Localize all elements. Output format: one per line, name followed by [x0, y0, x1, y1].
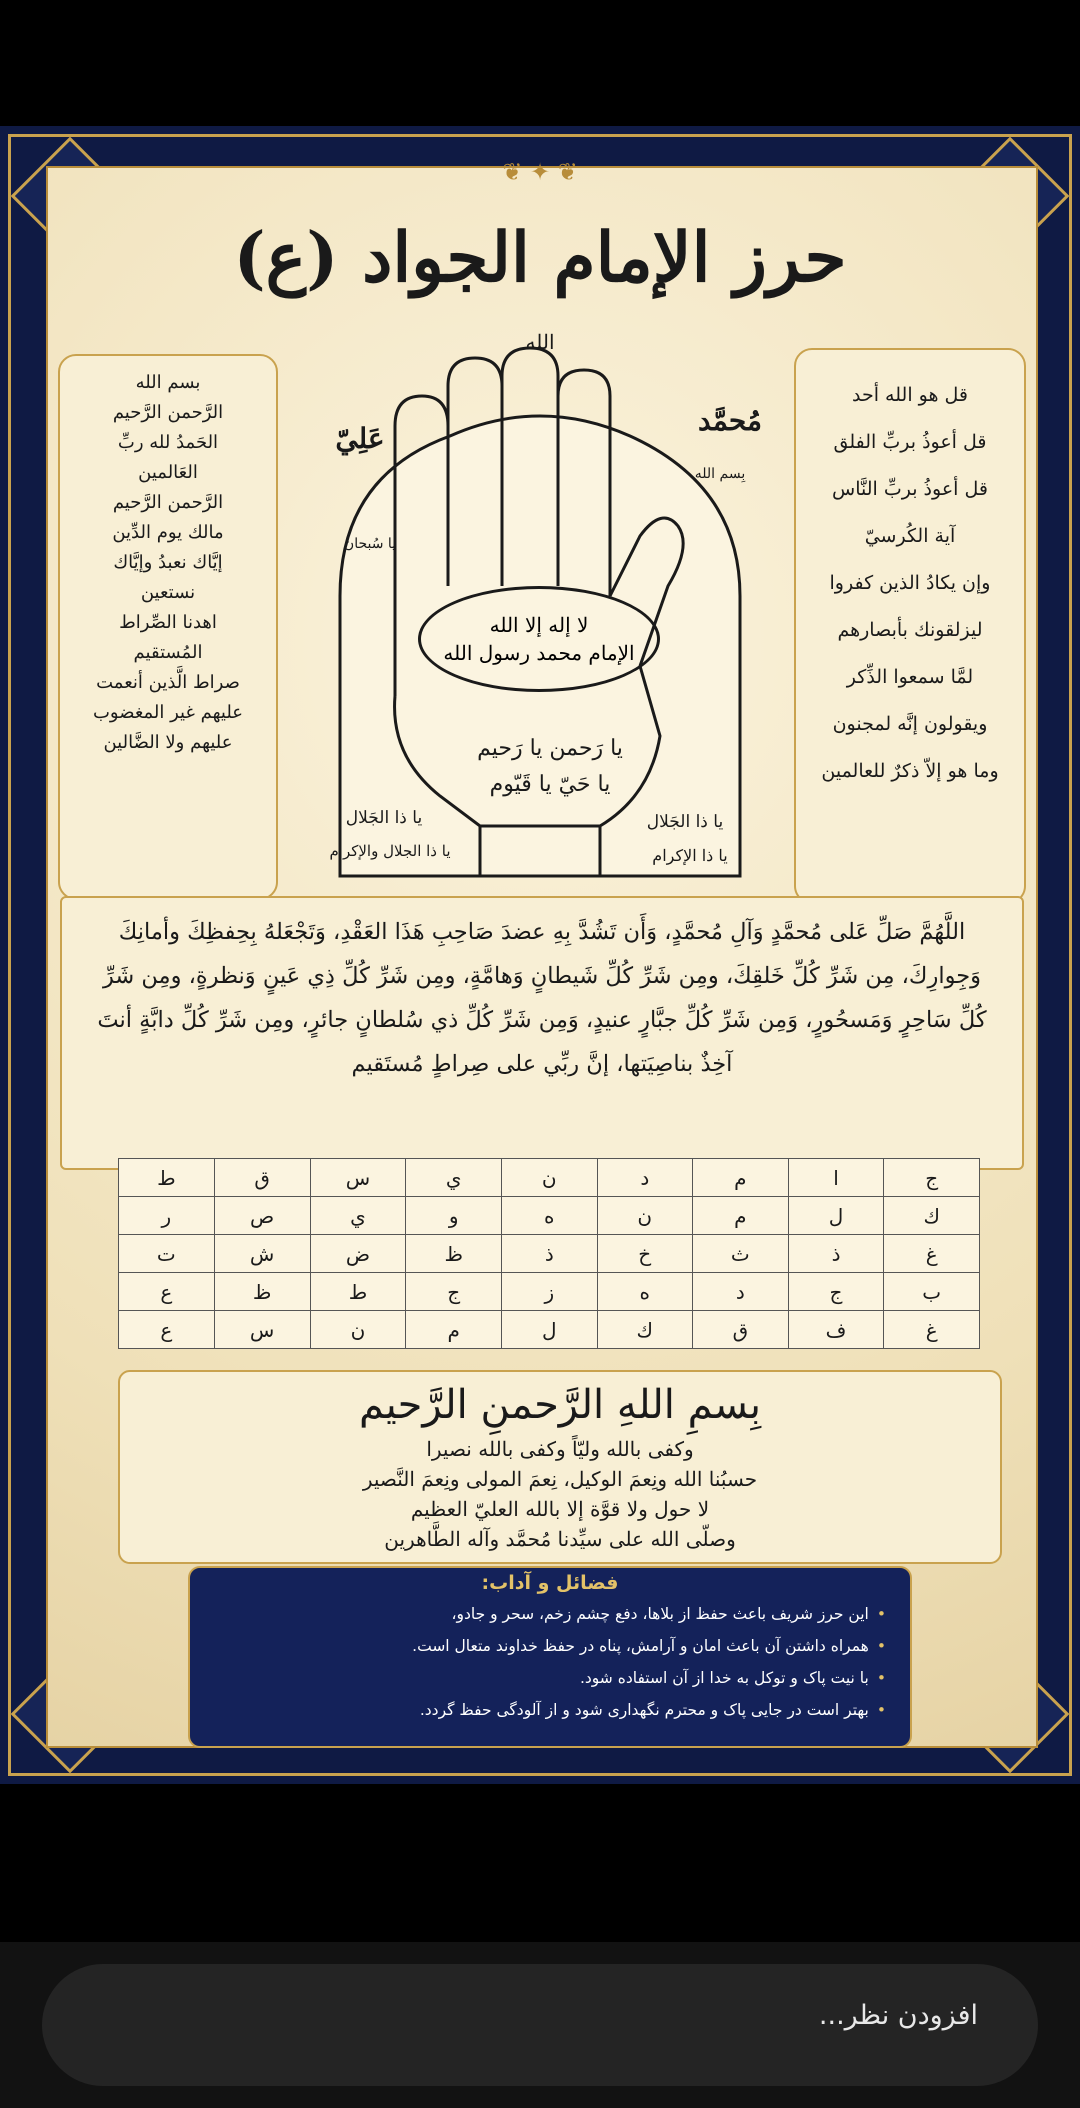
right-panel-line: قل هو الله أحد	[852, 384, 968, 406]
virtues-title: فضائل و آداب:	[481, 1572, 619, 1594]
grid-cell: ط	[119, 1159, 215, 1197]
bottom-line: وكفى بالله وليّاً وكفى بالله نصيرا	[426, 1437, 694, 1461]
grid-cell: ص	[214, 1197, 310, 1235]
grid-cell: ه	[502, 1197, 597, 1235]
right-panel-line: ويقولون إنَّه لمجنون	[832, 713, 988, 735]
right-panel-line: قل أعوذُ بربِّ النَّاس	[832, 478, 988, 500]
hand-side-right: بِسم الله	[694, 466, 746, 482]
grid-cell: خ	[597, 1235, 693, 1273]
grid-cell: د	[693, 1273, 789, 1311]
grid-cell: ج	[884, 1159, 980, 1197]
grid-cell: ي	[406, 1159, 502, 1197]
left-panel-line: عليهم ولا الضَّالين	[103, 732, 233, 753]
grid-cell: ل	[788, 1197, 884, 1235]
virtues-list	[190, 1598, 910, 1726]
grid-cell: ك	[597, 1311, 693, 1349]
virtue-item: • این حرز شریف باعث حفظ از بلاها، دفع چشم زخم، سحر و جادو،	[190, 1598, 910, 1630]
grid-cell: ر	[119, 1197, 215, 1235]
comment-input[interactable]	[42, 1964, 1038, 2086]
grid-cell: ع	[119, 1273, 215, 1311]
left-panel-fatiha	[58, 354, 278, 900]
prayer-text: اللَّهُمَّ صَلِّ عَلى مُحمَّدٍ وَآلِ مُحمَّدٍ، وَأَن تَشُدَّ بِهِ عضدَ صَاحِبِ هَذَا العَقْدِ، وَتَجْعَلهُ بِحِفظِكَ وأمانِكَ وَجِوارِكَ، مِن شَرِّ كُلِّ خَلقِكَ، ومِن شَرِّ كُلِّ شَيطانٍ وَهامَّةٍ، ومِن شَرِّ كُلِّ ذِي عَينٍ وَنظرةٍ، ومِن شَرِّ كُلِّ سَاحِرٍ وَمَسحُورٍ، وَمِن شَرِّ كُلِّ جبَّارٍ عنيدٍ، وَمِن شَرِّ كُلِّ ذي سُلطانٍ جائرٍ، ومِن شَرِّ كُلِّ دابَّةٍ أنتَ آخِذٌ بناصِيَتها، إنَّ ربِّي على صِراطٍ مُستَقيم	[97, 919, 987, 1077]
grid-cell: ش	[214, 1235, 310, 1273]
left-panel-line: الرَّحمن الرَّحيم	[112, 402, 224, 423]
grid-row	[119, 1197, 980, 1235]
prayer-box	[60, 896, 1024, 1170]
top-ornament: ❦ ✦ ❦	[502, 158, 578, 186]
grid-row	[119, 1159, 980, 1197]
left-panel-line: المُستقيم	[133, 642, 203, 663]
left-panel-line: نستعين	[140, 582, 196, 603]
bottom-line: لا حول ولا قوَّة إلا بالله العليّ العظيم	[410, 1497, 710, 1521]
basmala: بِسمِ اللهِ الرَّحمنِ الرَّحيم	[358, 1382, 762, 1428]
bottom-line: وصلّى الله على سيِّدنا مُحمَّد وآله الطَّاهرين	[384, 1527, 736, 1551]
hand-side-left: يا سُبحان	[343, 536, 397, 552]
grid-cell: ن	[310, 1311, 406, 1349]
right-panel-line: وما هو إلاّ ذكرٌ للعالمين	[821, 760, 999, 782]
hand-right-name: مُحمَّد	[698, 404, 762, 437]
grid-cell: ف	[788, 1311, 884, 1349]
grid-cell: ذ	[788, 1235, 884, 1273]
hand-phrase-right-2: يا ذا الإكرام	[652, 846, 728, 865]
left-panel-line: الحَمدُ لله ربِّ	[117, 432, 219, 453]
hand-top-label: الله	[525, 330, 555, 354]
grid-cell: ج	[788, 1273, 884, 1311]
virtue-item: • همراه داشتن آن باعث امان و آرامش، پناه در حفظ خداوند متعال است.	[190, 1630, 910, 1662]
hand-phrase-center-1: يا رَحمن يا رَحيم	[477, 736, 623, 761]
grid-cell: م	[693, 1197, 789, 1235]
right-panel-line: ليزلقونك بأبصارهم	[837, 619, 983, 641]
grid-cell: ط	[310, 1273, 406, 1311]
grid-cell: ك	[884, 1197, 980, 1235]
hand-phrase-left-2: يا ذا الجلال والإكرام	[329, 842, 451, 860]
poster-title: حرز الإمام الجواد (ع)	[233, 218, 847, 298]
grid-cell: ع	[119, 1311, 215, 1349]
bottom-line: حسبُنا الله ونِعمَ الوكيل، نِعمَ المولى ونِعمَ النَّصير	[362, 1467, 758, 1491]
oval-text: لا إله إلا الله الإمام محمد رسول الله	[443, 613, 635, 665]
hand-figure	[300, 330, 780, 896]
grid-cell: ظ	[406, 1235, 502, 1273]
left-panel-line: اهدنا الصِّراط	[119, 612, 217, 633]
left-panel-line: صراط الَّذين أنعمت	[96, 672, 240, 693]
grid-cell: ل	[502, 1311, 597, 1349]
poster-image	[0, 126, 1080, 1784]
grid-cell: ذ	[502, 1235, 597, 1273]
grid-cell: ج	[406, 1273, 502, 1311]
right-panel-line: لمَّا سمعوا الذِّكر	[846, 666, 974, 688]
grid-cell: غ	[884, 1311, 980, 1349]
grid-cell: ث	[693, 1235, 789, 1273]
left-panel-line: مالك يوم الدِّين	[112, 522, 224, 543]
virtue-item: • بهتر است در جایی پاک و محترم نگهداری شود و از آلودگی حفظ گردد.	[190, 1694, 910, 1726]
grid-cell: ض	[310, 1235, 406, 1273]
grid-row	[119, 1273, 980, 1311]
grid-cell: ق	[693, 1311, 789, 1349]
grid-cell: و	[406, 1197, 502, 1235]
grid-cell: س	[310, 1159, 406, 1197]
left-panel-line: العَالمين	[138, 462, 198, 483]
letter-grid	[118, 1158, 980, 1349]
grid-cell: غ	[884, 1235, 980, 1273]
grid-cell: ظ	[214, 1273, 310, 1311]
right-panel-line: وإن يكادُ الذين كفروا	[829, 572, 991, 594]
grid-cell: م	[406, 1311, 502, 1349]
virtue-item: • با نیت پاک و توکل به خدا از آن استفاده شود.	[190, 1662, 910, 1694]
bottom-lines	[120, 1434, 1000, 1554]
grid-cell: ه	[597, 1273, 693, 1311]
grid-cell: ي	[310, 1197, 406, 1235]
hand-phrase-left-1: يا ذا الجَلال	[345, 808, 423, 828]
grid-cell: ت	[119, 1235, 215, 1273]
grid-cell: م	[693, 1159, 789, 1197]
virtues-box	[188, 1566, 912, 1748]
hand-left-name: عَلِيّ	[335, 422, 385, 455]
grid-cell: ق	[214, 1159, 310, 1197]
right-panel-verses	[794, 348, 1026, 904]
grid-cell: ب	[884, 1273, 980, 1311]
hand-phrase-center-2: يا حَيّ يا قَيّوم	[489, 772, 611, 797]
grid-cell: ا	[788, 1159, 884, 1197]
hand-phrase-right-1: يا ذا الجَلال	[646, 812, 724, 832]
hand-center-oval	[418, 586, 660, 692]
grid-row	[119, 1311, 980, 1349]
right-panel-line: آية الكُرسيّ	[864, 525, 956, 547]
grid-cell: س	[214, 1311, 310, 1349]
grid-cell: ز	[502, 1273, 597, 1311]
basmala-panel	[118, 1370, 1002, 1564]
left-panel-line: عليهم غير المغضوب	[92, 702, 244, 723]
grid-cell: ن	[597, 1197, 693, 1235]
left-panel-line: إيَّاك نعبدُ وإيَّاك	[113, 552, 223, 573]
comment-placeholder: افزودن نظر...	[818, 2000, 978, 2031]
right-panel-line: قل أعوذُ بربِّ الفلق	[833, 431, 987, 453]
grid-cell: ن	[502, 1159, 597, 1197]
left-panel-line: بسم الله	[135, 372, 201, 393]
grid-cell: د	[597, 1159, 693, 1197]
left-panel-line: الرَّحمن الرَّحيم	[112, 492, 224, 513]
grid-row	[119, 1235, 980, 1273]
